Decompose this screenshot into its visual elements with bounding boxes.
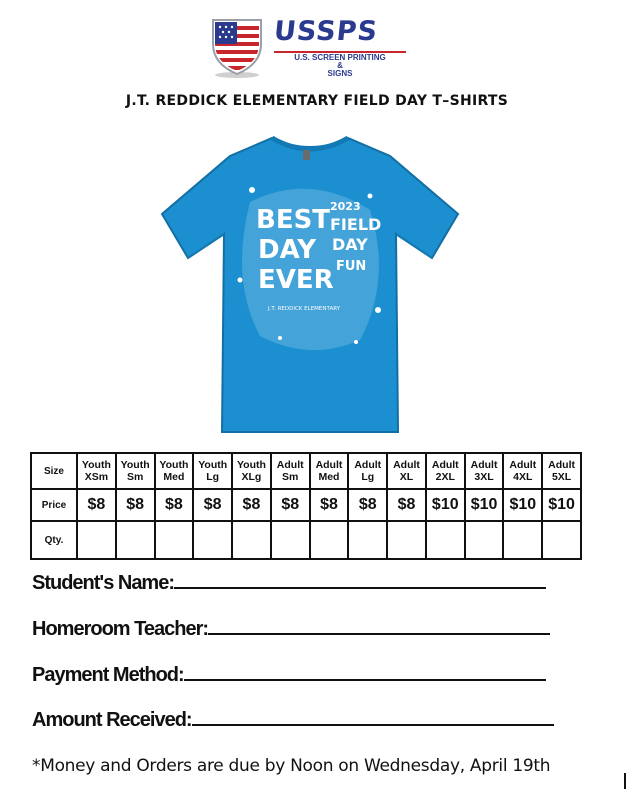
size-header-line1: Adult (276, 459, 304, 471)
size-header-line2: Med (163, 471, 185, 483)
size-header-line2: 4XL (513, 471, 533, 483)
size-header-line2: XL (399, 471, 414, 483)
size-header-line2: XLg (241, 471, 262, 483)
size-header-line1: Adult (548, 459, 575, 471)
size-header-line1: Adult (393, 459, 420, 471)
price-cell: $10 (426, 489, 465, 521)
qty-cell[interactable] (310, 521, 349, 559)
size-header-line1: Adult (470, 459, 498, 471)
size-header (232, 453, 271, 489)
size-header-line2: XSm (84, 471, 109, 483)
qty-cell[interactable] (542, 521, 581, 559)
qty-label: Qty. (31, 521, 77, 559)
price-cell: $8 (77, 489, 116, 521)
shirt-print-day2: DAY (332, 235, 368, 254)
price-cell: $10 (542, 489, 581, 521)
size-header-line2: Lg (361, 471, 375, 483)
shirt-print-year: 2023 (330, 200, 361, 213)
size-header (348, 453, 387, 489)
price-cell: $8 (193, 489, 232, 521)
qty-cell[interactable] (387, 521, 426, 559)
size-header-line1: Adult (431, 459, 459, 471)
shirt-print (238, 187, 382, 350)
size-header-line2: 2XL (435, 471, 455, 483)
price-cell: $8 (116, 489, 155, 521)
logo-subtitle-line2: SIGNS (327, 69, 353, 78)
amount-received-label: Amount Received: (32, 709, 192, 731)
logo-subtitle (274, 54, 406, 78)
price-cell: $8 (348, 489, 387, 521)
size-header-line2: Sm (282, 471, 299, 483)
size-header (465, 453, 504, 489)
size-header-line1: Youth (159, 459, 189, 471)
size-header-line1: Adult (509, 459, 537, 471)
qty-cell[interactable] (271, 521, 310, 559)
price-cell: $8 (271, 489, 310, 521)
price-cell: $10 (503, 489, 542, 521)
shirt-print-school: J.T. REDDICK ELEMENTARY (268, 306, 341, 312)
size-header (426, 453, 465, 489)
student-name-field (32, 570, 546, 595)
page-title: J.T. REDDICK ELEMENTARY FIELD DAY T–SHIRTS (125, 93, 509, 109)
price-cell: $8 (387, 489, 426, 521)
homeroom-teacher-label: Homeroom Teacher: (32, 618, 209, 640)
price-row (31, 489, 581, 521)
size-label: Size (31, 453, 77, 489)
price-label: Price (31, 489, 77, 521)
qty-cell[interactable] (232, 521, 271, 559)
price-cell: $10 (465, 489, 504, 521)
payment-method-line[interactable] (184, 662, 546, 681)
shirt-print-fun: FUN (336, 259, 367, 274)
homeroom-teacher-field (32, 616, 550, 641)
size-header-line2: 3XL (474, 471, 494, 483)
size-header-line1: Youth (81, 459, 111, 471)
size-header-line1: Adult (315, 459, 343, 471)
size-header (271, 453, 310, 489)
size-header-line1: Youth (120, 459, 150, 471)
size-header (77, 453, 116, 489)
size-header-line2: Sm (126, 471, 144, 483)
size-header (310, 453, 349, 489)
size-header-line1: Adult (354, 459, 382, 471)
shirt-print-ever: EVER (258, 265, 334, 295)
qty-cell[interactable] (116, 521, 155, 559)
shirt-print-field: FIELD (330, 215, 382, 234)
qty-cell[interactable] (348, 521, 387, 559)
size-header (542, 453, 581, 489)
amount-received-line[interactable] (192, 707, 554, 726)
size-header (116, 453, 155, 489)
size-header (155, 453, 194, 489)
shirt-print-day: DAY (258, 235, 317, 265)
qty-row (31, 521, 581, 559)
size-row (31, 453, 581, 489)
qty-cell[interactable] (503, 521, 542, 559)
qty-cell[interactable] (77, 521, 116, 559)
amount-received-field (32, 707, 554, 732)
student-name-label: Student's Name: (32, 572, 175, 594)
payment-method-field (32, 662, 546, 687)
flag-shield-icon (208, 14, 266, 78)
price-cell: $8 (232, 489, 271, 521)
ussps-logo (208, 14, 408, 78)
size-header (193, 453, 232, 489)
homeroom-teacher-line[interactable] (208, 616, 550, 635)
logo-subtitle-amp: & (337, 61, 343, 70)
order-table (30, 452, 582, 560)
size-header-line2: 5XL (551, 471, 572, 483)
qty-cell[interactable] (193, 521, 232, 559)
qty-cell[interactable] (155, 521, 194, 559)
size-header-line1: Youth (236, 459, 266, 471)
size-header (387, 453, 426, 489)
size-header-line2: Med (318, 471, 340, 483)
size-header (503, 453, 542, 489)
logo-subtitle-line1: U.S. SCREEN PRINTING (294, 53, 386, 62)
payment-method-label: Payment Method: (32, 664, 184, 686)
shirt-print-best: BEST (256, 205, 331, 235)
size-header-line2: Lg (206, 471, 220, 483)
qty-cell[interactable] (426, 521, 465, 559)
tshirt-image (160, 130, 460, 440)
logo-brand: USSPS (272, 16, 380, 47)
student-name-line[interactable] (174, 570, 546, 589)
due-date-note: *Money and Orders are due by Noon on Wednesday, April 19th (32, 756, 551, 776)
price-cell: $8 (155, 489, 194, 521)
edge-mark (624, 773, 626, 789)
qty-cell[interactable] (465, 521, 504, 559)
size-header-line1: Youth (198, 459, 228, 471)
price-cell: $8 (310, 489, 349, 521)
